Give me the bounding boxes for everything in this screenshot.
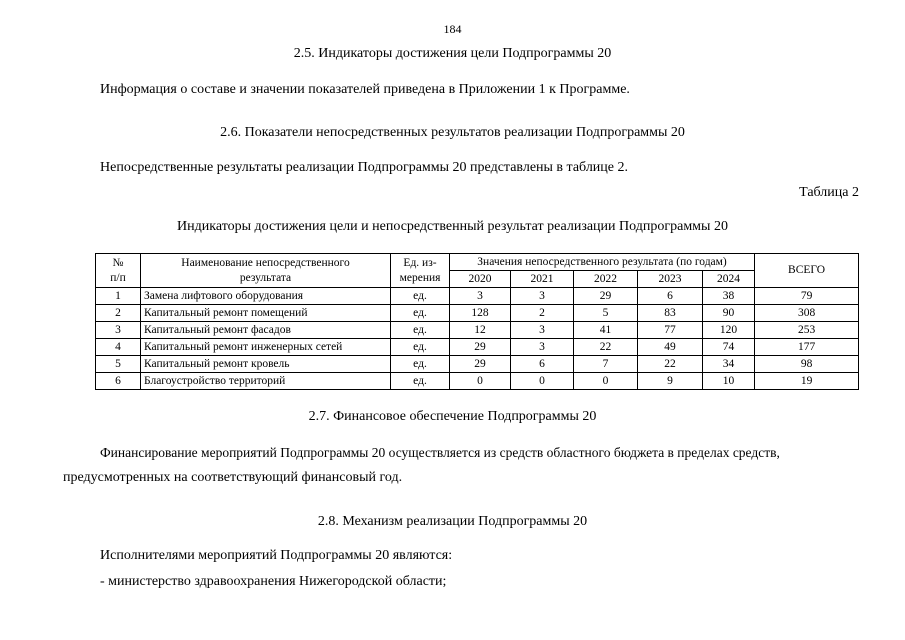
section-2-7-text-line2: предусмотренных на соответствующий финансовый год. (63, 470, 403, 485)
header-number (96, 254, 141, 288)
row-value: 9 (638, 373, 703, 390)
row-value: 49 (638, 339, 703, 356)
header-unit-line1: Ед. из- (403, 256, 437, 269)
header-number-line2: п/п (110, 271, 126, 284)
row-value: 29 (450, 356, 511, 373)
section-2-8-heading: 2.8. Механизм реализации Подпрограммы 20 (317, 514, 588, 529)
row-unit: ед. (391, 305, 450, 322)
row-value: 34 (703, 356, 755, 373)
header-name-line2: результата (239, 271, 292, 284)
table-row (96, 373, 859, 390)
header-name (141, 254, 391, 288)
table-row (96, 322, 859, 339)
row-value: 0 (574, 373, 638, 390)
table-caption: Индикаторы достижения цели и непосредственный результат реализации Подпрограммы 20 (177, 219, 728, 234)
row-name: Благоустройство территорий (141, 373, 391, 390)
row-value: 3 (511, 339, 574, 356)
header-values-group: Значения непосредственного результата (по годам) (450, 254, 755, 271)
row-value: 90 (703, 305, 755, 322)
row-name: Замена лифтового оборудования (141, 288, 391, 305)
row-unit: ед. (391, 322, 450, 339)
row-value: 0 (511, 373, 574, 390)
row-total: 19 (755, 373, 859, 390)
row-name: Капитальный ремонт инженерных сетей (141, 339, 391, 356)
page-number: 184 (443, 22, 462, 36)
row-number: 5 (96, 356, 141, 373)
table-label: Таблица 2 (799, 185, 859, 200)
table-row (96, 305, 859, 322)
row-value: 3 (511, 288, 574, 305)
row-unit: ед. (391, 288, 450, 305)
row-value: 6 (638, 288, 703, 305)
table-row (96, 288, 859, 305)
section-2-5-text: Информация о составе и значении показателей приведена в Приложении 1 к Программе. (100, 82, 630, 97)
section-2-6-heading: 2.6. Показатели непосредственных результатов реализации Подпрограммы 20 (220, 125, 685, 140)
row-value: 22 (638, 356, 703, 373)
header-unit-line2: мерения (399, 271, 441, 284)
section-2-7-heading: 2.7. Финансовое обеспечение Подпрограммы 20 (308, 409, 597, 424)
row-name: Капитальный ремонт кровель (141, 356, 391, 373)
header-total: ВСЕГО (755, 254, 859, 288)
row-total: 98 (755, 356, 859, 373)
row-total: 79 (755, 288, 859, 305)
row-name: Капитальный ремонт помещений (141, 305, 391, 322)
row-value: 83 (638, 305, 703, 322)
row-value: 0 (450, 373, 511, 390)
indicators-table (95, 253, 859, 390)
section-2-8-list-item: - министерство здравоохранения Нижегородской области; (100, 574, 447, 589)
row-unit: ед. (391, 339, 450, 356)
header-year: 2022 (574, 271, 638, 288)
header-year: 2023 (638, 271, 703, 288)
row-number: 3 (96, 322, 141, 339)
row-value: 3 (450, 288, 511, 305)
row-value: 74 (703, 339, 755, 356)
row-number: 2 (96, 305, 141, 322)
row-value: 128 (450, 305, 511, 322)
row-value: 7 (574, 356, 638, 373)
row-value: 38 (703, 288, 755, 305)
row-value: 29 (574, 288, 638, 305)
header-year: 2024 (703, 271, 755, 288)
header-name-line1: Наименование непосредственного (181, 256, 350, 269)
section-2-7-text-line1: Финансирование мероприятий Подпрограммы 20 осуществляется из средств областного бюджета в пределах средств, (100, 445, 780, 460)
row-number: 6 (96, 373, 141, 390)
row-value: 120 (703, 322, 755, 339)
table-row (96, 356, 859, 373)
table-row (96, 339, 859, 356)
row-value: 2 (511, 305, 574, 322)
header-unit (391, 254, 450, 288)
row-total: 177 (755, 339, 859, 356)
row-number: 4 (96, 339, 141, 356)
row-value: 5 (574, 305, 638, 322)
row-value: 6 (511, 356, 574, 373)
row-total: 308 (755, 305, 859, 322)
section-2-8-text: Исполнителями мероприятий Подпрограммы 20 являются: (100, 548, 453, 563)
row-unit: ед. (391, 373, 450, 390)
section-2-5-heading: 2.5. Индикаторы достижения цели Подпрограммы 20 (293, 46, 612, 61)
row-value: 22 (574, 339, 638, 356)
row-total: 253 (755, 322, 859, 339)
row-value: 41 (574, 322, 638, 339)
row-value: 29 (450, 339, 511, 356)
header-year: 2021 (511, 271, 574, 288)
row-number: 1 (96, 288, 141, 305)
row-unit: ед. (391, 356, 450, 373)
header-number-line1: № (112, 256, 124, 269)
row-value: 10 (703, 373, 755, 390)
header-year: 2020 (450, 271, 511, 288)
row-value: 12 (450, 322, 511, 339)
row-value: 3 (511, 322, 574, 339)
row-name: Капитальный ремонт фасадов (141, 322, 391, 339)
row-value: 77 (638, 322, 703, 339)
section-2-6-text: Непосредственные результаты реализации Подпрограммы 20 представлены в таблице 2. (100, 160, 629, 175)
